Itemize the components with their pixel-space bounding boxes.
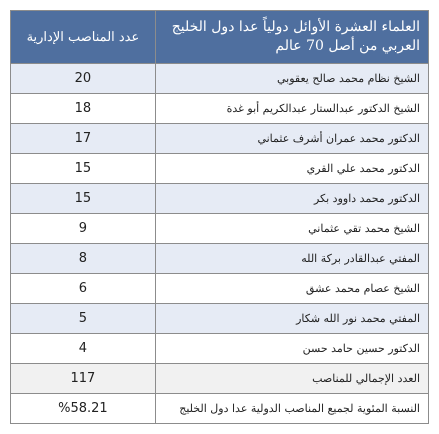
total-value: 117 [11,364,156,394]
scientist-name: الدكتور حسين حامد حسن [155,334,428,364]
scientist-name: المفتي عبدالقادر بركة الله [155,244,428,274]
table-row [11,334,429,364]
table-row [11,154,429,184]
positions-count: 20 [11,64,156,94]
scientist-name: الشيخ عصام محمد عشق [155,274,428,304]
total-label: العدد الإجمالي للمناصب [155,364,428,394]
positions-table [10,10,429,424]
scientist-name: الدكتور محمد علي القري [155,154,428,184]
percent-label: النسبة المئوية لجميع المناصب الدولية عدا دول الخليج [155,394,428,424]
scientist-name: الدكتور محمد داوود بكر [155,184,428,214]
header-count: عدد المناصب الإدارية [11,11,156,64]
table-header-row [11,11,429,64]
table-row [11,214,429,244]
total-row [11,364,429,394]
scientist-name: المفتي محمد نور الله شكار [155,304,428,334]
positions-count: 5 [11,304,156,334]
scientist-name: الشيخ نظام محمد صالح يعقوبي [155,64,428,94]
scientist-name: الشيخ محمد تقي عثماني [155,214,428,244]
positions-count: 6 [11,274,156,304]
positions-count: 18 [11,94,156,124]
scientist-name: الشيخ الدكتور عبدالستار عبدالكريم أبو غدة [155,94,428,124]
percent-value: %58.21 [11,394,156,424]
table-row [11,304,429,334]
table-row [11,124,429,154]
positions-count: 15 [11,184,156,214]
positions-count: 8 [11,244,156,274]
positions-count: 4 [11,334,156,364]
scientist-name: الدكتور محمد عمران أشرف عثماني [155,124,428,154]
positions-count: 9 [11,214,156,244]
header-scientists: العلماء العشرة الأوائل دولياً عدا دول الخليج العربي من أصل 70 عالم [155,11,428,64]
table-row [11,64,429,94]
table-row [11,94,429,124]
table-row [11,244,429,274]
table-row [11,274,429,304]
positions-count: 15 [11,154,156,184]
table-row [11,184,429,214]
percent-row [11,394,429,424]
positions-count: 17 [11,124,156,154]
